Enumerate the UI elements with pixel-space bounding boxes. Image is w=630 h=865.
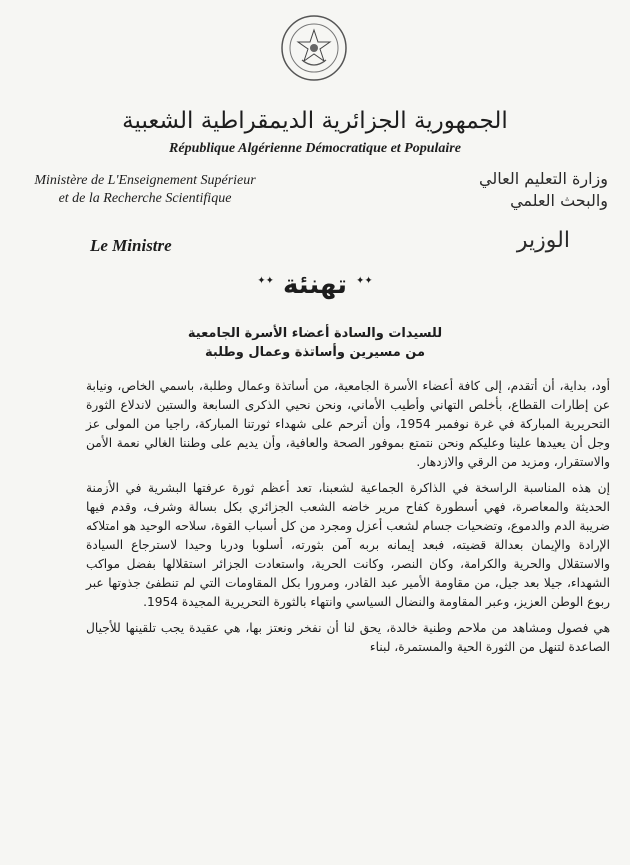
paragraph: إن هذه المناسبة الراسخة في الذاكرة الجماعية لشعبنا، تعد أعظم ثورة عرفتها البشرية في الأزمنة الحديثة والمعاصرة، فهي أسطورة كفاح مرير خاضه الشعب الجزائري بكل بسالة وشرف، وقدم فيها ضريبة الدم والدموع، وتضحيات جسام لشعب أعزل ومجرد من كل أسباب القوة، سلاحه الوحيد هو امتلاكه الإرادة والإيمان بعدالة قضيته، فبعد إيمانه بربه آمن بثورته، أسلوبا ودربا وحيدا لاسترجاع السيادة والاستقلال والحرية والكرامة، وكان النصر، وكانت الحرية، واستعادت الجزائر استقلالها بفضل مواكب الشهداء، جيلا بعد جيل، من مقاومة الأمير عبد القادر، ومرورا بكل المقاومات التي لم تنطفئ جذوتها عبر ربوع الوطن العزيز، وعبر المقاومة والنضال السياسي وانتهاء بالثورة التحريرية المجيدة 1954. <box>86 481 610 609</box>
french-republic-title: République Algérienne Démocratique et Populaire <box>169 141 461 156</box>
french-ministry-line1: Ministère de L'Enseignement Supérieur <box>34 173 256 188</box>
arabic-ministry-name <box>428 168 608 212</box>
addressee-block <box>0 324 630 362</box>
addressee-line2: من مسيرين وأساتذة وعمال وطلبة <box>204 345 426 360</box>
state-emblem-seal <box>280 14 348 82</box>
arabic-ministry-line2: والبحث العلمي <box>510 191 608 210</box>
congratulations-title <box>0 270 630 300</box>
addressee-line1: للسيدات والسادة أعضاء الأسرة الجامعية <box>187 326 443 341</box>
french-ministry-line2: et de la Recherche Scientifique <box>58 191 232 206</box>
paragraph: أود، بداية، أن أتقدم، إلى كافة أعضاء الأسرة الجامعية، من أساتذة وعمال وطلبة، باسمي الخاص، ونيابة عن إطارات القطاع، بأخلص التهاني وأطيب الأماني، ونحن نحيي الذكرى السابعة والستين لاندلاع الثورة التحريرية المباركة في غرة نوفمبر 1954، وأن أترحم على شهداء ثورتنا المباركة، راجيا من المولى عز وجل أن يعيدها علينا وعليكم ونحن نتمتع بموفور الصحة والعافية، وأن يديم على وطننا الغالي نعمة الأمن والاستقرار، ومزيد من الرقي والازدهار. <box>86 379 610 469</box>
decorative-stars-icon: ✦✦ <box>356 275 373 287</box>
arabic-republic-title: الجمهورية الجزائرية الديمقراطية الشعبية <box>122 108 508 134</box>
decorative-stars-icon: ✦✦ <box>257 275 274 287</box>
congratulations-title-text: تهنئة <box>283 270 347 300</box>
paragraph: هي فصول ومشاهد من ملاحم وطنية خالدة، يحق لنا أن نفخر ونعتز بها، هي عقيدة يجب تلقينها للأجيال الصاعدة لتنهل من الثورة الحية والمستمرة، لبناء <box>86 621 610 654</box>
french-ministry-name <box>20 172 270 208</box>
letter-body <box>86 377 610 664</box>
french-minister-label: Le Ministre <box>90 236 172 255</box>
arabic-minister-label: الوزير <box>516 228 570 253</box>
arabic-ministry-line1: وزارة التعليم العالي <box>479 169 608 188</box>
